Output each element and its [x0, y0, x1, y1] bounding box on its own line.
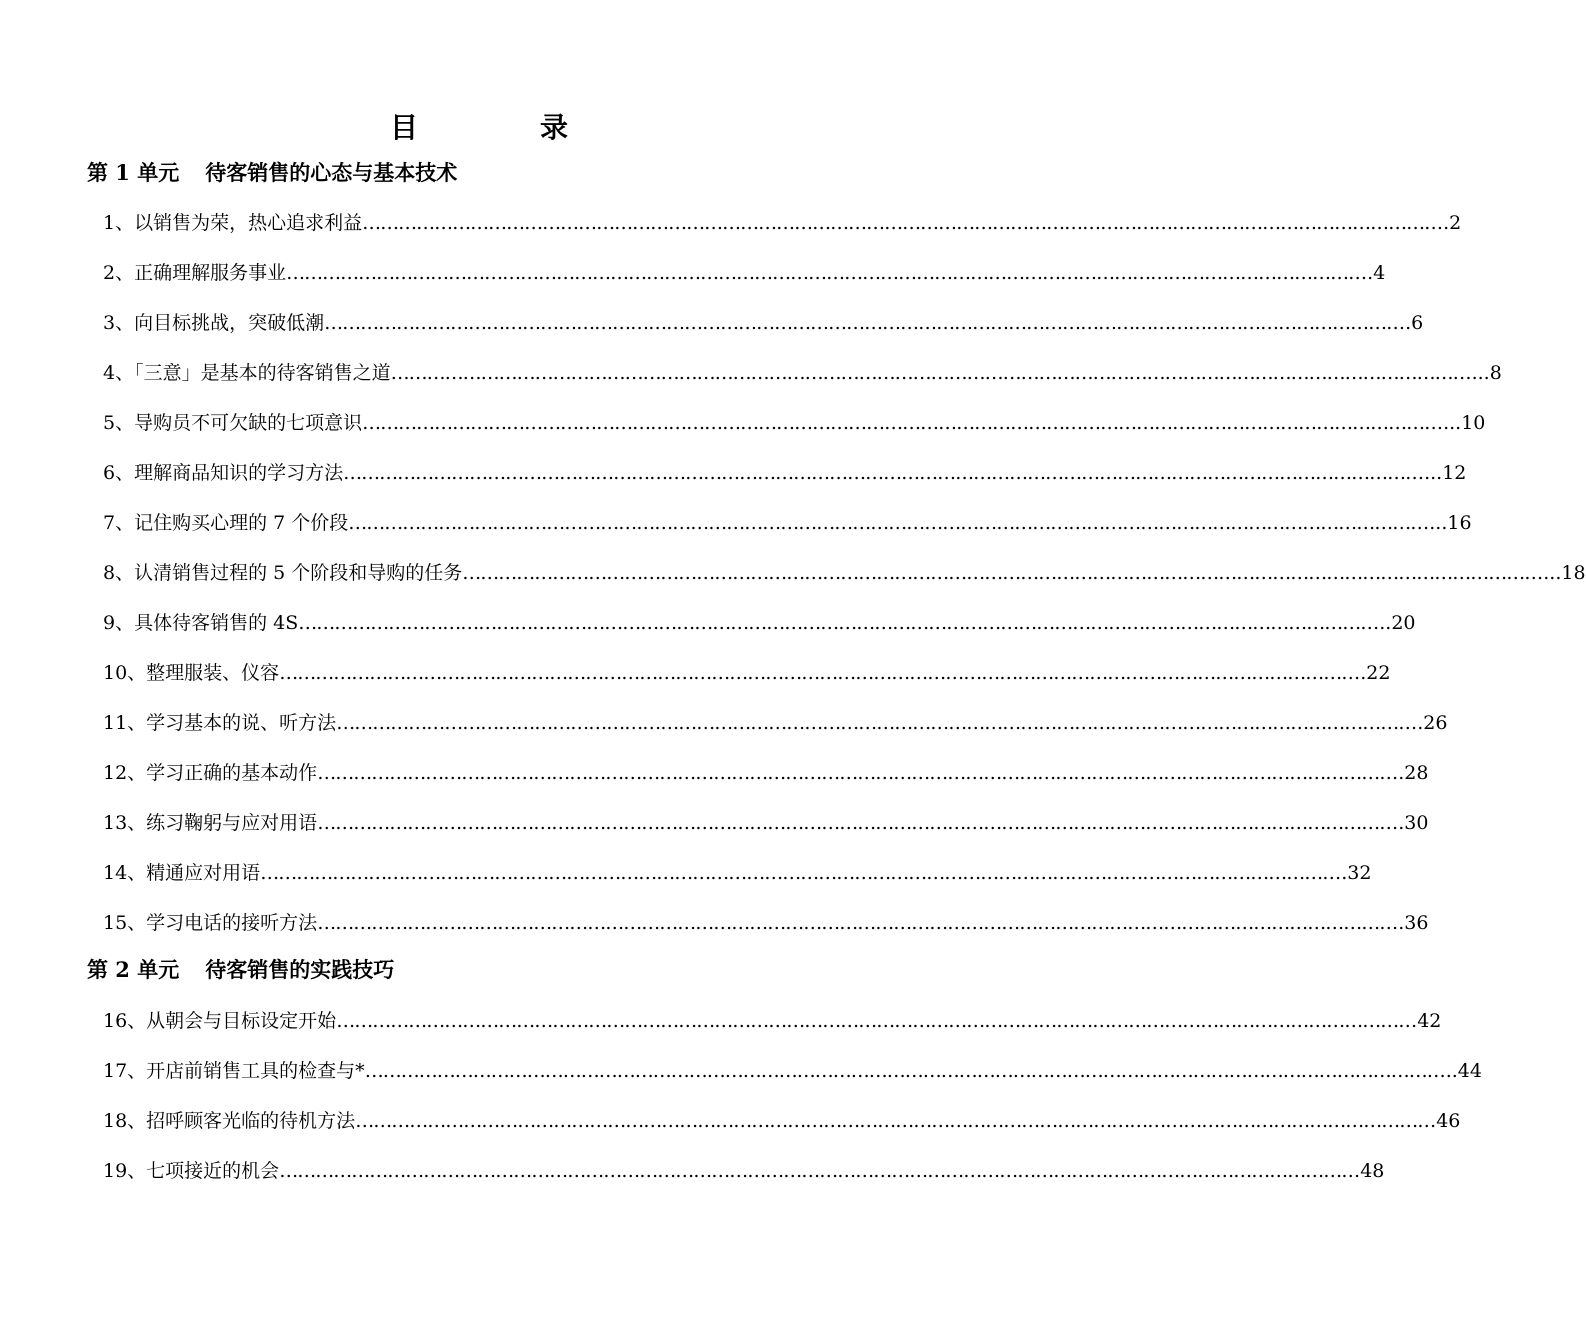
- toc-entry-text: 3、向目标挑战，突破低潮: [103, 312, 325, 334]
- toc-entry[interactable]: [103, 708, 1448, 738]
- toc-entry-text: 15、学习电话的接听方法: [103, 912, 318, 934]
- toc-entry[interactable]: [103, 1056, 1482, 1086]
- toc-page-number: .4: [1367, 262, 1386, 284]
- toc-page-number: ...16: [1429, 512, 1472, 534]
- toc-entry[interactable]: [103, 208, 1462, 238]
- toc-page-number: ...10: [1443, 412, 1486, 434]
- toc-leader-dots: ………………………………………………………………………………………………………………………………………………………………: [317, 812, 1398, 834]
- toc-entry-text: 18、招呼顾客光临的待机方法: [103, 1110, 356, 1132]
- toc-leader-dots: ………………………………………………………………………………………………………………………………………………………………: [279, 1160, 1360, 1182]
- toc-entry[interactable]: [103, 1106, 1461, 1136]
- toc-entry-text: 7、记住购买心理的 7 个价段: [103, 512, 349, 534]
- unit-heading: [87, 955, 394, 985]
- toc-page-number: .2: [1443, 212, 1462, 234]
- toc-entry[interactable]: [103, 358, 1502, 388]
- toc-entry-text: 10、整理服装、仪容: [103, 662, 280, 684]
- toc-leader-dots: ………………………………………………………………………………………………………………………………………………………………: [362, 412, 1443, 434]
- toc-entry-text: 12、学习正确的基本动作: [103, 762, 318, 784]
- toc-leader-dots: ………………………………………………………………………………………………………………………………………………………………: [298, 612, 1379, 634]
- toc-leader-dots: ………………………………………………………………………………………………………………………………………………………………: [324, 312, 1405, 334]
- toc-leader-dots: ………………………………………………………………………………………………………………………………………………………………: [462, 562, 1543, 584]
- toc-page-number: 42: [1417, 1010, 1442, 1032]
- toc-entry[interactable]: [103, 458, 1467, 488]
- toc-leader-dots: ………………………………………………………………………………………………………………………………………………………………: [317, 762, 1398, 784]
- toc-entry[interactable]: [103, 608, 1416, 638]
- toc-entry[interactable]: [103, 858, 1372, 888]
- toc-entry-text: 9、具体待客销售的 4S: [103, 612, 299, 634]
- toc-page-number: .28: [1398, 762, 1429, 784]
- unit-number: 第 1 单元: [87, 160, 180, 185]
- toc-page-number: ...12: [1424, 462, 1467, 484]
- toc-leader-dots: ………………………………………………………………………………………………………………………………………………………………: [336, 712, 1417, 734]
- toc-page-number: .30: [1398, 812, 1429, 834]
- toc-entry-text: 1、以销售为荣，热心追求利益: [103, 212, 363, 234]
- toc-page-number: .6: [1405, 312, 1424, 334]
- toc-page-number: .32: [1341, 862, 1372, 884]
- toc-entry[interactable]: [103, 808, 1429, 838]
- title-char-left: 目: [390, 111, 419, 144]
- toc-entry-text: 4、「三意」是基本的待客销售之道: [103, 362, 391, 384]
- toc-entry-text: 11、学习基本的说、听方法: [103, 712, 337, 734]
- toc-page-number: .26: [1417, 712, 1448, 734]
- toc-leader-dots: ………………………………………………………………………………………………………………………………………………………………: [348, 512, 1429, 534]
- toc-leader-dots: ………………………………………………………………………………………………………………………………………………………………: [279, 662, 1360, 684]
- page-title: [0, 108, 950, 148]
- toc-page-number: .36: [1398, 912, 1429, 934]
- toc-page-number: .22: [1360, 662, 1391, 684]
- toc-leader-dots: ………………………………………………………………………………………………………………………………………………………………: [260, 862, 1341, 884]
- toc-page-number: 46: [1436, 1110, 1461, 1132]
- toc-page-number: 48: [1360, 1160, 1385, 1182]
- toc-page-number: ..44: [1445, 1060, 1482, 1082]
- toc-entry-text: 2、正确理解服务事业: [103, 262, 287, 284]
- unit-name: 待客销售的实践技巧: [205, 957, 395, 982]
- toc-entry-text: 17、开店前销售工具的检查与*: [103, 1060, 365, 1082]
- unit-name: 待客销售的心态与基本技术: [205, 160, 458, 185]
- toc-entry-text: 16、从朝会与目标设定开始: [103, 1010, 337, 1032]
- toc-leader-dots: ………………………………………………………………………………………………………………………………………………………………: [343, 462, 1424, 484]
- title-char-right: 录: [540, 111, 569, 144]
- toc-leader-dots: ………………………………………………………………………………………………………………………………………………………………: [286, 262, 1367, 284]
- toc-entry[interactable]: [103, 658, 1391, 688]
- toc-page-number: ..20: [1379, 612, 1416, 634]
- toc-leader-dots: ………………………………………………………………………………………………………………………………………………………………: [364, 1060, 1445, 1082]
- toc-entry[interactable]: [103, 408, 1486, 438]
- toc-entry[interactable]: [103, 758, 1429, 788]
- toc-page-number: ...18: [1543, 562, 1586, 584]
- toc-page-number: ...8: [1471, 362, 1502, 384]
- toc-leader-dots: ………………………………………………………………………………………………………………………………………………………………: [317, 912, 1398, 934]
- toc-entry-text: 13、练习鞠躬与应对用语: [103, 812, 318, 834]
- toc-entry[interactable]: [103, 508, 1472, 538]
- toc-leader-dots: ………………………………………………………………………………………………………………………………………………………………: [355, 1110, 1436, 1132]
- toc-entry-text: 14、精通应对用语: [103, 862, 261, 884]
- toc-leader-dots: ………………………………………………………………………………………………………………………………………………………………: [336, 1010, 1417, 1032]
- toc-leader-dots: ………………………………………………………………………………………………………………………………………………………………: [362, 212, 1443, 234]
- toc-entry-text: 5、导购员不可欠缺的七项意识: [103, 412, 363, 434]
- toc-entry[interactable]: [103, 1006, 1442, 1036]
- toc-entry[interactable]: [103, 908, 1429, 938]
- toc-entry[interactable]: [103, 1156, 1385, 1186]
- unit-number: 第 2 单元: [87, 957, 180, 982]
- toc-entry-text: 8、认清销售过程的 5 个阶段和导购的任务: [103, 562, 463, 584]
- unit-heading: [87, 158, 457, 188]
- toc-entry[interactable]: [103, 308, 1424, 338]
- toc-entry-text: 6、理解商品知识的学习方法: [103, 462, 344, 484]
- toc-entry-text: 19、七项接近的机会: [103, 1160, 280, 1182]
- toc-entry[interactable]: [103, 558, 1586, 588]
- toc-leader-dots: ………………………………………………………………………………………………………………………………………………………………: [390, 362, 1471, 384]
- toc-entry[interactable]: [103, 258, 1386, 288]
